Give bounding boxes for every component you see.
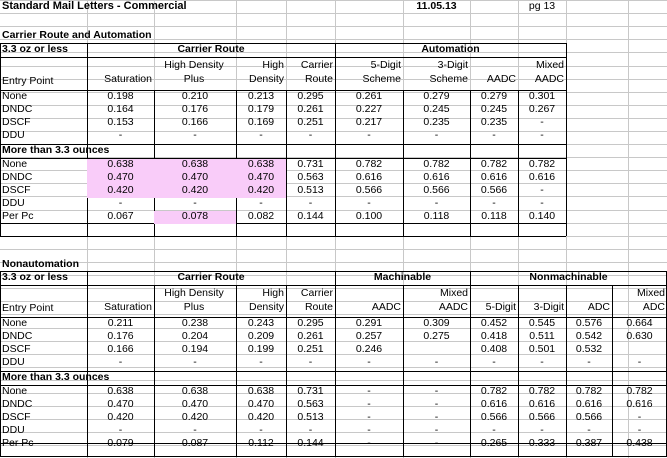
rate-cell: -: [637, 357, 642, 368]
row-label: DDU: [2, 357, 25, 368]
rate-cell: -: [540, 185, 544, 196]
col-header-line1: [87, 60, 154, 73]
rate-cell: 0.217: [355, 117, 383, 128]
rate-cell: 0.420: [181, 412, 209, 423]
rate-cell: 0.257: [355, 331, 383, 342]
row-label: DNDC: [2, 104, 33, 115]
rate-cell: 0.576: [575, 318, 603, 329]
rate-cell: -: [492, 198, 496, 209]
rate-cell: 0.267: [528, 104, 556, 115]
rate-cell: -: [259, 357, 263, 368]
sheet-title: Standard Mail Letters - Commercial: [2, 1, 187, 12]
rate-cell: 0.279: [423, 91, 450, 102]
rate-cell: 0.166: [181, 117, 209, 128]
rate-cell: 0.511: [529, 331, 555, 342]
rate-cell: 0.235: [480, 117, 508, 128]
rate-cell: 0.782: [355, 159, 383, 170]
rate-cell: 0.261: [355, 91, 383, 102]
rate-cell: -: [492, 130, 496, 141]
rate-cell: 0.251: [297, 117, 324, 128]
rate-cell: 0.545: [528, 318, 556, 329]
row-label: Per Pc: [2, 211, 34, 222]
col-header-line2: 3-Digit: [533, 302, 564, 313]
col-header-line1: [566, 288, 612, 301]
row-label: DNDC: [2, 331, 33, 342]
group-carrier-route: Carrier Route: [177, 44, 245, 55]
col-header-line1: Mixed: [439, 288, 468, 299]
rate-cell: 0.164: [107, 104, 134, 115]
rate-cell: -: [259, 198, 263, 209]
rate-cell: -: [308, 198, 313, 209]
group-carrier-route: Carrier Route: [177, 272, 245, 283]
rate-cell: 0.179: [247, 104, 275, 115]
rate-cell: -: [637, 425, 642, 436]
rate-cell: 0.470: [247, 399, 275, 410]
rate-cell: -: [434, 412, 439, 423]
rate-cell: -: [434, 357, 439, 368]
rate-cell: 0.452: [480, 318, 508, 329]
rate-cell: 0.211: [107, 318, 134, 329]
rate-cell: 0.144: [297, 211, 324, 222]
row-label: None: [2, 318, 28, 329]
rate-cell: 0.079: [107, 438, 134, 449]
rate-cell: 0.563: [297, 172, 324, 183]
rate-cell: 0.112: [248, 438, 274, 449]
col-header-line2: Saturation: [104, 74, 152, 85]
rate-cell: 0.782: [528, 386, 556, 397]
rate-cell: -: [118, 425, 123, 436]
row-label: DNDC: [2, 172, 33, 183]
rate-cell: -: [118, 130, 123, 141]
rate-cell: 0.566: [528, 412, 556, 423]
row-label: None: [2, 159, 28, 170]
row-label: DSCF: [2, 412, 31, 423]
rate-cell: 0.087: [181, 438, 209, 449]
rate-cell: 0.387: [575, 438, 603, 449]
rate-cell: 0.513: [297, 185, 324, 196]
rate-cell: 0.301: [528, 91, 556, 102]
rate-cell: 0.638: [107, 386, 134, 397]
row-label: Per Pc: [2, 438, 34, 449]
rate-cell: -: [193, 130, 197, 141]
weight-label: 3.3 oz or less: [2, 44, 68, 55]
section-title-automation: Carrier Route and Automation: [2, 30, 152, 41]
rate-cell: -: [434, 425, 439, 436]
rate-cell: -: [434, 130, 439, 141]
col-header-line2: 5-Digit: [485, 302, 516, 313]
weight-label: 3.3 oz or less: [2, 272, 68, 283]
rate-cell: -: [492, 357, 496, 368]
row-label: DDU: [2, 198, 25, 209]
rate-cell: -: [492, 425, 496, 436]
col-header-line2: Scheme: [429, 74, 468, 85]
rate-cell: -: [540, 425, 544, 436]
rate-cell: 0.295: [297, 318, 324, 329]
rate-cell: 0.408: [480, 344, 508, 355]
rate-cell: 0.198: [107, 91, 134, 102]
rate-cell: -: [540, 117, 544, 128]
col-header-line2: AADC: [371, 302, 401, 313]
rate-cell: 0.782: [528, 159, 556, 170]
rate-cell: 0.238: [181, 318, 209, 329]
rate-cell: 0.782: [626, 386, 653, 397]
rate-cell: 0.616: [626, 399, 653, 410]
rate-cell: 0.118: [423, 211, 450, 222]
col-header-line1: [518, 288, 566, 301]
section-title-nonautomation: Nonautomation: [2, 259, 79, 270]
col-header-line2: ADC: [587, 302, 610, 313]
rate-cell: -: [193, 198, 197, 209]
rate-cell: 0.213: [247, 91, 275, 102]
rate-cell: 0.664: [626, 318, 653, 329]
rate-cell: -: [587, 357, 591, 368]
group-machinable: Machinable: [373, 272, 432, 283]
rate-cell: 0.470: [181, 399, 209, 410]
rate-cell: 0.731: [297, 386, 324, 397]
rate-cell: 0.265: [480, 438, 508, 449]
rate-cell: 0.176: [107, 331, 134, 342]
col-header-line2: Saturation: [104, 302, 152, 313]
rate-cell: 0.420: [247, 412, 275, 423]
rate-cell: -: [540, 198, 544, 209]
rate-cell: 0.210: [181, 91, 209, 102]
rate-cell: 0.782: [575, 386, 603, 397]
rate-cell: 0.153: [107, 117, 134, 128]
col-header-line2: AADC: [486, 74, 516, 85]
rate-cell: 0.782: [480, 159, 508, 170]
rate-cell: 0.630: [626, 331, 653, 342]
rate-cell: -: [367, 357, 371, 368]
rate-cell: 0.176: [181, 104, 209, 115]
rate-cell: 0.279: [480, 91, 508, 102]
col-header-line1: [470, 60, 518, 73]
col-header-line1: Carrier: [300, 288, 333, 299]
rate-cell: -: [434, 386, 439, 397]
rate-cell: 0.470: [107, 399, 134, 410]
page-number: pg 13: [528, 1, 556, 12]
rate-cell: -: [434, 438, 439, 449]
row-label: DSCF: [2, 344, 31, 355]
rate-cell: 0.209: [247, 331, 275, 342]
rate-cell: 0.616: [480, 172, 508, 183]
rate-cell: 0.616: [480, 399, 508, 410]
row-label: None: [2, 91, 28, 102]
rate-cell: 0.566: [423, 185, 450, 196]
rate-cell: 0.420: [236, 185, 286, 198]
col-header-line2: AADC: [438, 302, 468, 313]
rate-cell: -: [587, 425, 591, 436]
rate-cell: 0.067: [107, 211, 134, 222]
rate-cell: 0.638: [154, 159, 236, 172]
rate-cell: 0.243: [247, 318, 275, 329]
rate-cell: 0.309: [423, 318, 450, 329]
rate-cell: -: [367, 425, 371, 436]
rate-cell: -: [118, 198, 123, 209]
rate-cell: 0.566: [355, 185, 383, 196]
rate-cell: 0.470: [87, 172, 154, 185]
rate-cell: 0.616: [528, 172, 556, 183]
rate-cell: 0.638: [87, 159, 154, 172]
rate-cell: 0.420: [87, 185, 154, 198]
col-header-line1: Carrier: [300, 60, 333, 71]
rate-cell: 0.638: [247, 386, 275, 397]
rate-cell: 0.438: [626, 438, 653, 449]
rate-cell: 0.566: [480, 412, 508, 423]
rate-cell: -: [308, 425, 313, 436]
rate-cell: -: [259, 425, 263, 436]
rate-cell: 0.245: [423, 104, 450, 115]
col-header-line1: High: [262, 60, 284, 71]
heavy-weight-label: More than 3.3 ounces: [2, 372, 110, 383]
rate-cell: -: [637, 412, 642, 423]
rate-cell: -: [434, 198, 439, 209]
rate-cell: 0.616: [355, 172, 383, 183]
rate-cell: [403, 344, 470, 357]
col-header-line1: High Density: [164, 288, 224, 299]
row-label: None: [2, 386, 28, 397]
col-header-line1: High Density: [164, 60, 224, 71]
rate-cell: 0.731: [297, 159, 324, 170]
entry-point-header: Entry Point: [2, 76, 54, 87]
col-header-line2: ADC: [642, 302, 665, 313]
rate-cell: 0.470: [236, 172, 286, 185]
rate-cell: 0.245: [480, 104, 508, 115]
row-label: DSCF: [2, 117, 31, 128]
rate-cell: 0.470: [154, 172, 236, 185]
col-header-line2: Route: [304, 302, 333, 313]
rate-cell: -: [367, 386, 371, 397]
col-header-line2: Density: [248, 302, 284, 313]
rate-cell: -: [118, 357, 123, 368]
rate-cell: 0.275: [423, 331, 450, 342]
rate-cell: 0.542: [575, 331, 603, 342]
rate-cell: -: [540, 130, 544, 141]
rate-cell: 0.418: [480, 331, 508, 342]
rate-cell: 0.513: [297, 412, 324, 423]
rate-cell: 0.563: [297, 399, 324, 410]
rate-cell: -: [308, 130, 313, 141]
rate-cell: 0.566: [480, 185, 508, 196]
rate-cell: -: [367, 438, 371, 449]
row-label: DDU: [2, 425, 25, 436]
col-header-line1: [335, 288, 403, 301]
col-header-line1: Mixed: [636, 288, 665, 299]
rate-cell: 0.166: [107, 344, 134, 355]
rate-cell: 0.251: [297, 344, 324, 355]
rate-cell: 0.199: [247, 344, 275, 355]
rate-cell: -: [367, 399, 371, 410]
rate-cell: 0.227: [355, 104, 383, 115]
v-rule: [566, 43, 567, 236]
rate-cell: 0.566: [575, 412, 603, 423]
rate-cell: -: [367, 130, 371, 141]
rate-cell: 0.501: [528, 344, 556, 355]
rate-cell: [612, 344, 667, 357]
rate-cell: 0.261: [297, 104, 324, 115]
rate-cell: 0.782: [423, 159, 450, 170]
rate-cell: 0.420: [107, 412, 134, 423]
rate-cell: 0.100: [355, 211, 383, 222]
col-header-line2: Scheme: [362, 74, 401, 85]
row-label: DDU: [2, 130, 25, 141]
rate-cell: 0.140: [528, 211, 556, 222]
col-header-line1: 5-Digit: [370, 60, 401, 71]
rate-cell: 0.638: [236, 159, 286, 172]
group-nonmachinable: Nonmachinable: [529, 272, 608, 283]
rate-cell: 0.532: [575, 344, 603, 355]
col-header-line2: Plus: [183, 302, 205, 313]
rate-cell: 0.616: [423, 172, 450, 183]
col-header-line2: Density: [248, 74, 284, 85]
rate-cell: -: [308, 357, 313, 368]
rate-cell: -: [193, 357, 197, 368]
sheet-date: 11.05.13: [416, 1, 457, 12]
rate-cell: 0.169: [247, 117, 275, 128]
col-header-line1: Mixed: [535, 60, 564, 71]
row-label: DNDC: [2, 399, 33, 410]
rate-cell: -: [367, 412, 371, 423]
rate-cell: 0.291: [355, 318, 383, 329]
h-rule: [0, 236, 566, 237]
rate-cell: 0.420: [154, 185, 236, 198]
rate-cell: 0.261: [297, 331, 324, 342]
col-header-line1: High: [262, 288, 284, 299]
col-header-line2: Plus: [183, 74, 205, 85]
rate-cell: 0.144: [297, 438, 324, 449]
col-header-line2: Route: [304, 74, 333, 85]
rate-cell: 0.295: [297, 91, 324, 102]
h-rule: [0, 57, 566, 58]
group-automation: Automation: [421, 44, 480, 55]
rate-cell: 0.782: [480, 386, 508, 397]
rate-cell: 0.616: [528, 399, 556, 410]
rate-cell: -: [367, 198, 371, 209]
rate-cell: 0.333: [528, 438, 556, 449]
rate-cell: 0.118: [481, 211, 507, 222]
rate-cell: -: [540, 357, 544, 368]
rate-cell: 0.078: [154, 211, 236, 224]
rate-cell: 0.246: [355, 344, 383, 355]
col-header-line1: [87, 288, 154, 301]
rate-cell: 0.235: [423, 117, 450, 128]
rate-cell: 0.194: [181, 344, 209, 355]
row-label: DSCF: [2, 185, 31, 196]
entry-point-header: Entry Point: [2, 303, 54, 314]
col-header-line1: 3-Digit: [437, 60, 468, 71]
rate-cell: -: [434, 399, 439, 410]
col-header-line1: [470, 288, 518, 301]
rate-cell: 0.082: [247, 211, 275, 222]
rate-cell: -: [259, 130, 263, 141]
rate-cell: 0.616: [575, 399, 603, 410]
rate-cell: 0.204: [181, 331, 209, 342]
rate-cell: 0.638: [181, 386, 209, 397]
col-header-line2: AADC: [534, 74, 564, 85]
rate-cell: -: [193, 425, 197, 436]
heavy-weight-label: More than 3.3 ounces: [2, 145, 110, 156]
